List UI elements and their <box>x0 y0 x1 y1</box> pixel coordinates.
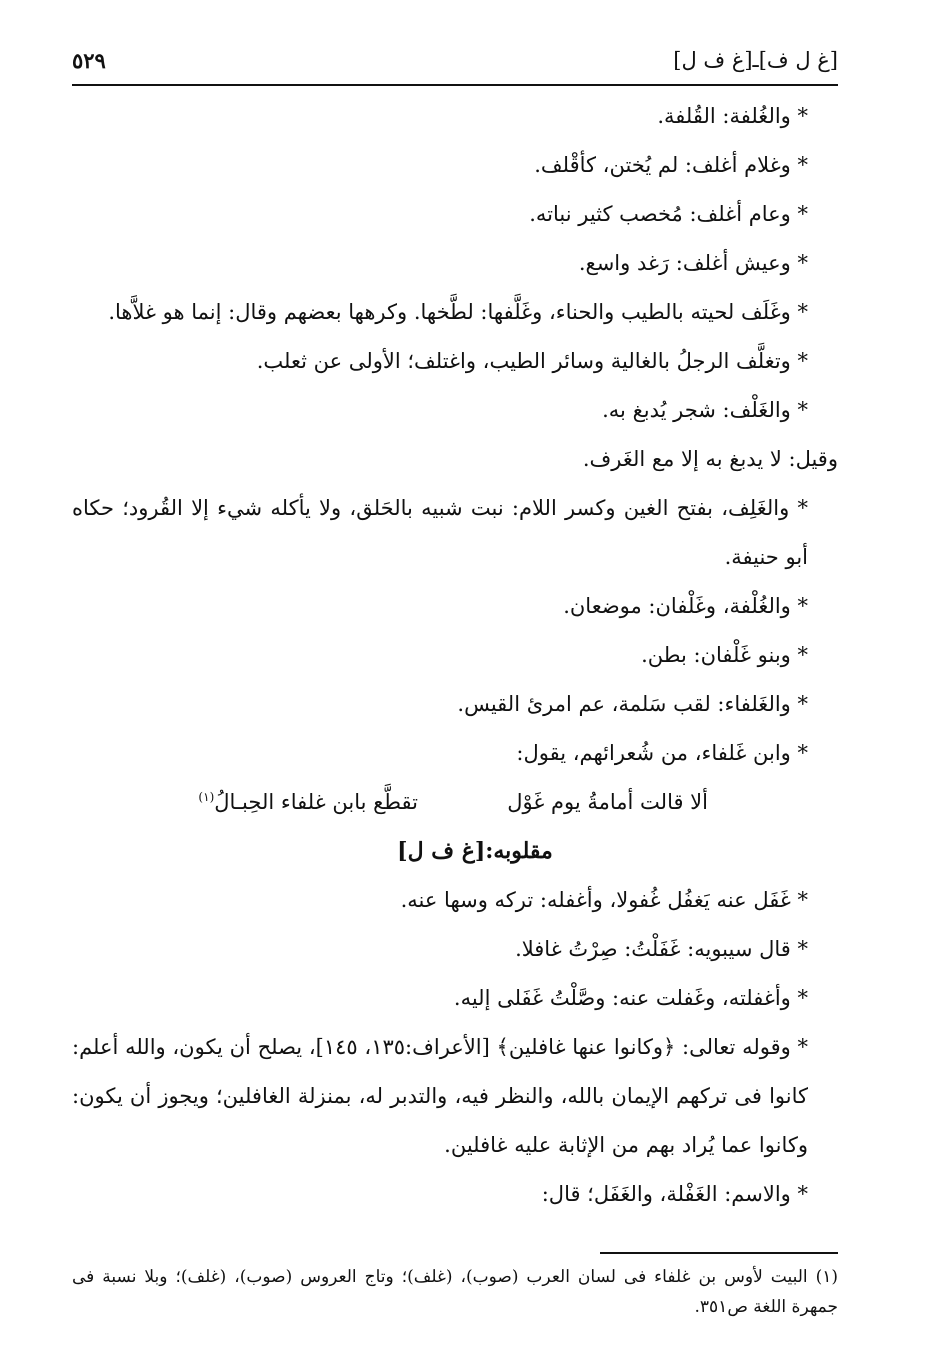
entry-line: * وتغلَّف الرجلُ بالغالية وسائر الطيب، واغتلف؛ الأولى عن ثعلب. <box>256 349 808 373</box>
entry-line: * وغلام أغلف: لم يُختن، كأقْلف. <box>534 153 808 177</box>
entry-paragraph: * وقوله تعالى: ﴿وكانوا عنها غافلين﴾ [الأعراف:١٣٥، ١٤٥]، يصلح أن يكون، والله أعلم: كانوا فى تركهم الإيمان بالله، والنظر فيه، والتدبر له، بمنزلة الغافلين؛ ويجوز أن يكون: وكانوا عما يُراد بهم من الإثابة عليه غافلين. <box>72 1035 808 1157</box>
poem-second-hemistich <box>198 778 418 827</box>
footnote-rule <box>600 1252 838 1254</box>
poem-second-hemistich-text: تقطَّع بابن غلفاء الحِبـالُ <box>214 790 418 814</box>
entry-paragraph: * وغَلَف لحيته بالطيب والحناء، وغَلَّفها: لطَّخها. وكرهها بعضهم وقال: إنما هو غلاَّها. <box>108 300 808 324</box>
entry-line: * وأغفلته، وغَفلت عنه: وصَّلْتُ غَفَلى إليه. <box>453 986 808 1010</box>
header-rule <box>72 84 838 86</box>
entry-line: * والغَلفاء: لقب سَلمة، عم امرئ القيس. <box>457 692 808 716</box>
footnote-marker[interactable]: (١) <box>198 790 215 804</box>
page-number: ٥٢٩ <box>72 48 106 73</box>
entry-line: * والغَلْف: شجر يُدبغ به. <box>602 398 808 422</box>
entry-line: * غَفَل عنه يَغفُل غُفولا، وأغفله: تركه وسها عنه. <box>400 888 808 912</box>
poem-first-hemistich: ألا قالت أمامةُ يوم غَوْل <box>507 790 708 814</box>
entry-line: * والغُلفة: القُلفة. <box>657 104 808 128</box>
body-text <box>72 92 838 1219</box>
footnote: (١) البيت لأوس بن غلفاء فى لسان العرب (صوب)، (غلف)؛ وتاج العروس (صوب)، (غلف)؛ وبلا نسبة فى جمهرة اللغة ص٣٥١. <box>72 1267 838 1317</box>
entry-line: * وبنو غَلْفان: بطن. <box>641 643 808 667</box>
entry-line: * والغُلْفة، وغَلْفان: موضعان. <box>563 594 808 618</box>
page-header <box>72 46 838 86</box>
entry-line: * قال سيبويه: غَفَلْتُ: صِرْتُ غافلا. <box>515 937 808 961</box>
section-subheading: مقلوبه:[غ ف ل] <box>397 838 553 864</box>
poem-verse <box>72 778 838 827</box>
entry-line: * والاسم: الغَفْلة، والغَفَل؛ قال: <box>541 1182 808 1206</box>
entry-paragraph: * والغَلِف، بفتح الغين وكسر اللام: نبت شبيه بالحَلق، ولا يأكله شيء إلا القُرود؛ حكاه أبو حنيفة. <box>72 496 808 569</box>
entry-line: * وعام أغلف: مُخصب كثير نباته. <box>529 202 808 226</box>
entry-line: * وعيش أغلف: رَغد واسع. <box>578 251 808 275</box>
entry-line: * وابن غَلفاء، من شُعرائهم، يقول: <box>516 741 808 765</box>
running-head: [غ ل ف]ـ[غ ف ل] <box>673 48 838 72</box>
entry-line: وقيل: لا يدبغ به إلا مع الغَرف. <box>582 447 838 471</box>
